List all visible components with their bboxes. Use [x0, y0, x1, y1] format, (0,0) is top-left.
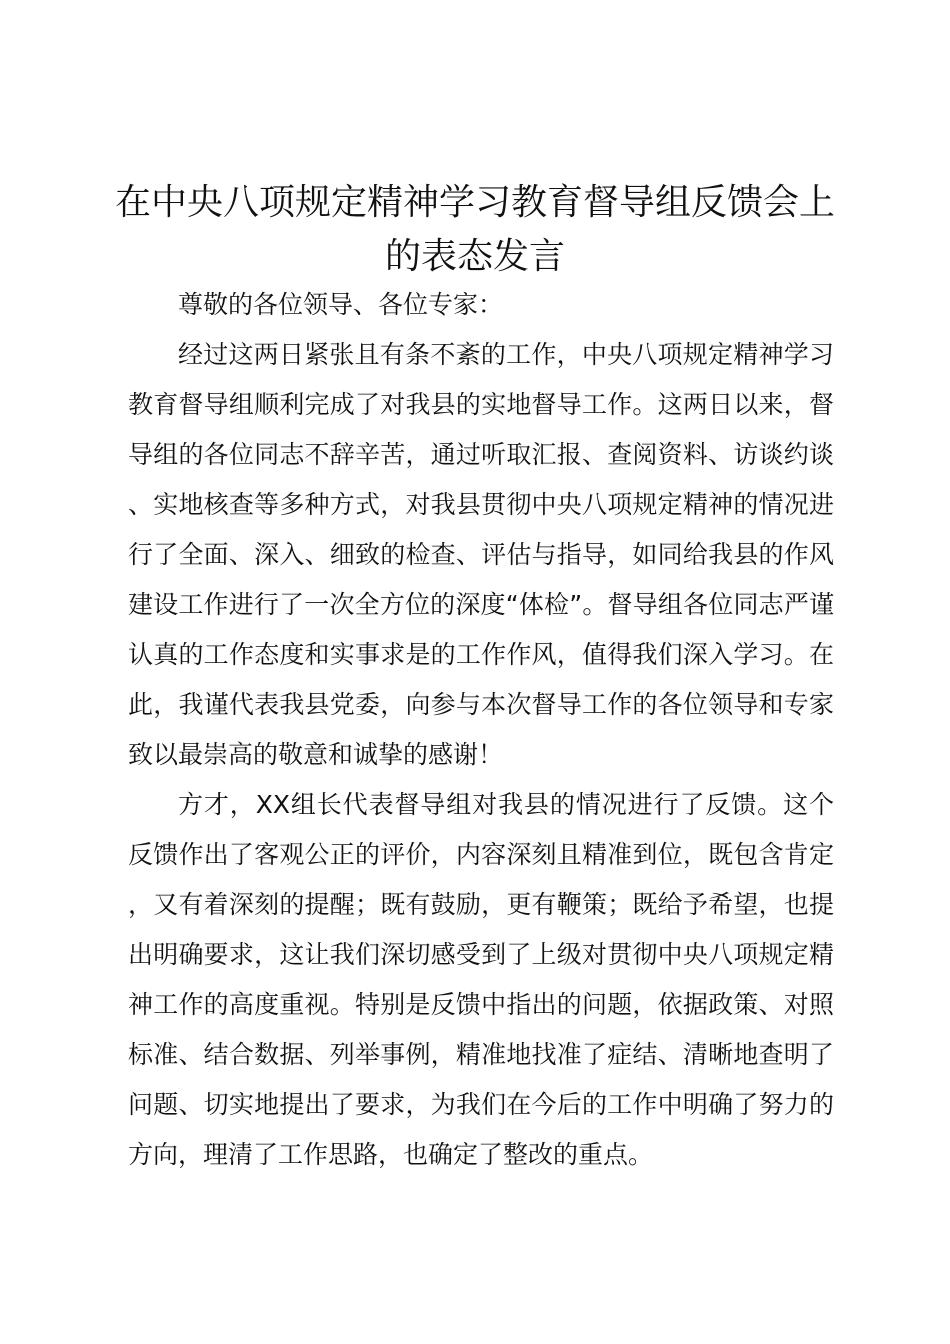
salutation-paragraph: 尊敬的各位领导、各位专家： — [178, 290, 504, 319]
document-title: 在中央八项规定精神学习教育督导组反馈会上的表态发言 — [114, 182, 835, 277]
body-paragraph-1: 经过这两日紧张且有条不紊的工作，中央八项规定精神学习教育督导组顺利完成了对我县的实地督导工作。这两日以来，督导组的各位同志不辞辛苦，通过听取汇报、查阅资料、访谈约谈、实地核查等多种方式，对我县贯彻中央八项规定精神的情况进行了全面、深入、细致的检查、评估与指导，如同给我县的作风建设工作进行了一次全方位的深度“体检”。督导组各位同志严谨认真的工作态度和实事求是的工作作风，值得我们深入学习。在此，我谨代表我县党委，向参与本次督导工作的各位领导和专家致以最崇高的敬意和诚挚的感谢！ — [128, 340, 834, 769]
body-paragraph-2: 方才，XX组长代表督导组对我县的情况进行了反馈。这个反馈作出了客观公正的评价，内容深刻且精准到位，既包含肯定，又有着深刻的提醒；既有鼓励，更有鞭策；既给予希望，也提出明确要求，这让我们深切感受到了上级对贯彻中央八项规定精神工作的高度重视。特别是反馈中指出的问题，依据政策、对照标准、结合数据、列举事例，精准地找准了症结、清晰地查明了问题、切实地提出了要求，为我们在今后的工作中明确了努力的方向，理清了工作思路，也确定了整改的重点。 — [128, 790, 834, 1169]
document-body — [128, 280, 834, 1180]
